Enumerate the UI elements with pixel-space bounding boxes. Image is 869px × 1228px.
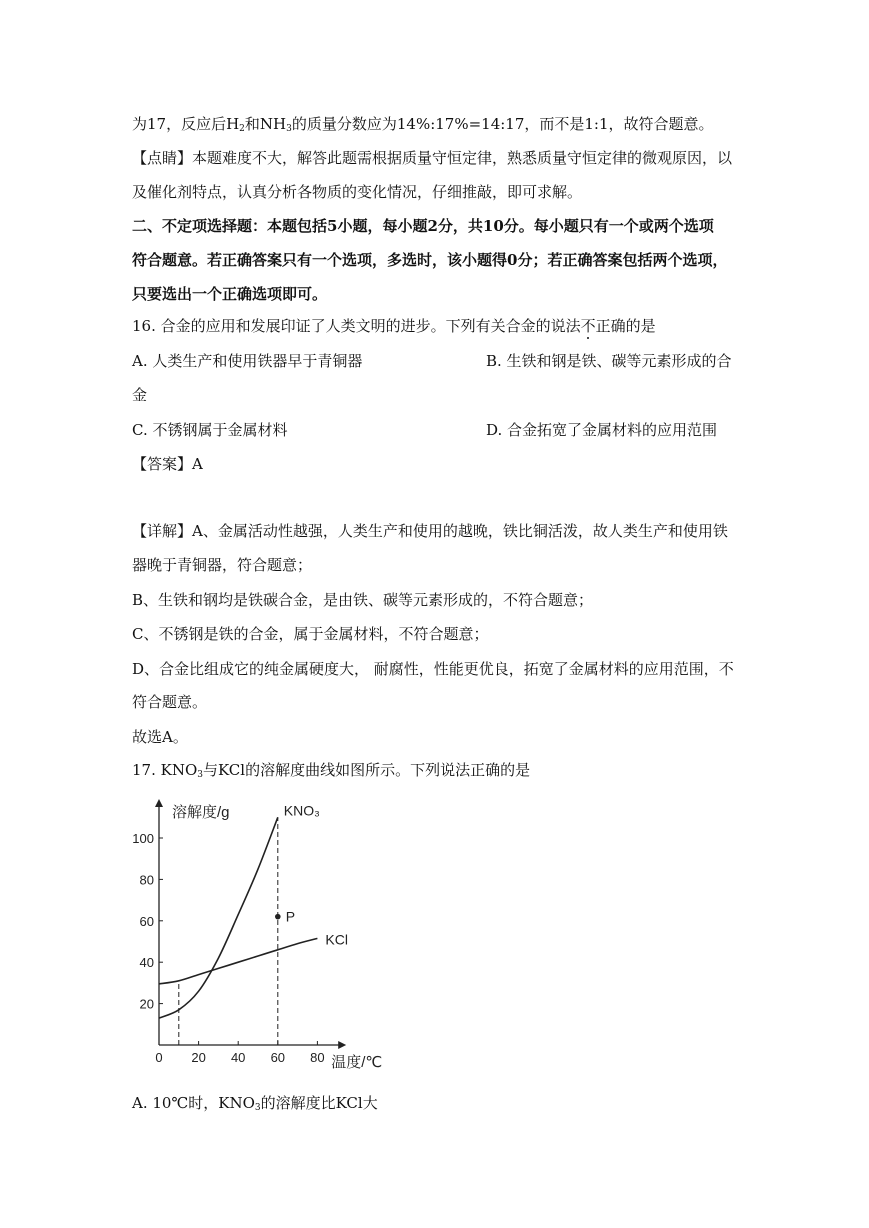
q16-detail-5: D、合金比组成它的纯金属硬度大， 耐腐性，性能更优良，拓宽了金属材料的应用范围，不: [132, 660, 734, 678]
q16-detail-4: C、不锈钢是铁的合金，属于金属材料，不符合题意；: [132, 625, 489, 643]
solubility-chart: [128, 796, 398, 1081]
q16-detail-3: B、生铁和钢均是铁碳合金，是由铁、碳等元素形成的，不符合题意；: [132, 591, 594, 609]
q16-stem-pre: 16. 合金的应用和发展印证了人类文明的进步。下列有关合金的说法: [132, 317, 581, 335]
p1-sub2: 3: [286, 124, 292, 134]
y-tick-label: 20: [139, 996, 154, 1012]
dianjing-line-2: 及催化剂特点，认真分析各物质的变化情况，仔细推敲，即可求解。: [132, 183, 583, 201]
x-tick-label: 80: [310, 1050, 325, 1065]
x-tick-label: 60: [270, 1050, 286, 1065]
q17-option-a-sub: 3: [254, 1103, 261, 1113]
y-axis-arrow: [155, 799, 163, 807]
p1-mid: 和NH: [244, 115, 287, 133]
q16-detail-1: 【详解】A、金属活动性越强，人类生产和使用的越晚，铁比铜活泼，故人类生产和使用铁: [132, 522, 728, 540]
q17-option-a-pre: A. 10℃时，KNO: [132, 1094, 255, 1112]
q16-option-d: D. 合金拓宽了金属材料的应用范围: [486, 421, 718, 439]
x-tick-label: 0: [155, 1050, 163, 1065]
q16-conclusion: 故选A。: [132, 728, 188, 746]
q16-option-b-cont: 金: [132, 386, 148, 404]
q17-stem-pre: 17. KNO: [132, 761, 198, 779]
q16-stem-emphasis: 不: [580, 317, 596, 335]
kno3-curve: [159, 817, 278, 1018]
section2-line-2: 符合题意。若正确答案只有一个选项，多选时，该小题得0分；若正确答案包括两个选项，: [132, 251, 728, 269]
q17-stem-post: 与KCl的溶解度曲线如图所示。下列说法正确的是: [203, 761, 531, 779]
y-axis-label: 溶解度/g: [172, 804, 230, 821]
p1-pre: 为17，反应后H: [132, 115, 240, 133]
x-axis-label: 温度/℃: [331, 1054, 383, 1071]
q16-option-c: C. 不锈钢属于金属材料: [132, 421, 288, 439]
y-tick-label: 60: [139, 913, 154, 929]
q16-stem: [132, 316, 656, 336]
q17-stem-sub: 3: [197, 770, 203, 780]
chart-ticks: [132, 831, 324, 1065]
section2-line-1: 二、不定项选择题：本题包括5小题，每小题2分，共10分。每小题只有一个或两个选项: [132, 217, 714, 235]
p1-sub1: 2: [239, 124, 245, 134]
chart-labels: [172, 802, 382, 1071]
x-tick-label: 20: [191, 1050, 206, 1065]
q16-detail-6: 符合题意。: [132, 693, 208, 711]
x-tick-label: 40: [230, 1050, 246, 1065]
x-axis-arrow: [338, 1041, 346, 1049]
text-line-1: [132, 114, 714, 139]
point-p-label: P: [285, 908, 296, 925]
q16-option-b: B. 生铁和钢是铁、碳等元素形成的合: [486, 352, 732, 370]
q17-stem: [132, 760, 530, 785]
q17-option-a: [132, 1093, 378, 1118]
y-tick-label: 100: [132, 831, 154, 846]
q17-option-a-post: 的溶解度比KCl大: [260, 1094, 378, 1112]
q16-option-a: A. 人类生产和使用铁器早于青铜器: [132, 352, 363, 370]
y-tick-label: 40: [139, 955, 154, 971]
point-p-marker: [275, 914, 281, 920]
q16-stem-post: 正确的是: [595, 317, 656, 335]
kcl-series-label: KCl: [325, 931, 348, 948]
kcl-curve: [159, 938, 317, 984]
chart-axes: [155, 799, 346, 1049]
y-tick-label: 80: [139, 872, 154, 888]
dianjing-line-1: 【点睛】本题难度不大，解答此题需根据质量守恒定律，熟悉质量守恒定律的微观原因，以: [132, 149, 733, 167]
q16-detail-2: 器晚于青铜器，符合题意；: [132, 556, 313, 574]
q16-answer: 【答案】A: [132, 455, 203, 473]
kno3-series-label: KNO₃: [283, 802, 320, 819]
chart-dashed-guides: [179, 817, 278, 1045]
p1-post: 的质量分数应为14%:17%=14:17，而不是1:1，故符合题意。: [291, 115, 714, 133]
section2-line-3: 只要选出一个正确选项即可。: [132, 285, 328, 303]
